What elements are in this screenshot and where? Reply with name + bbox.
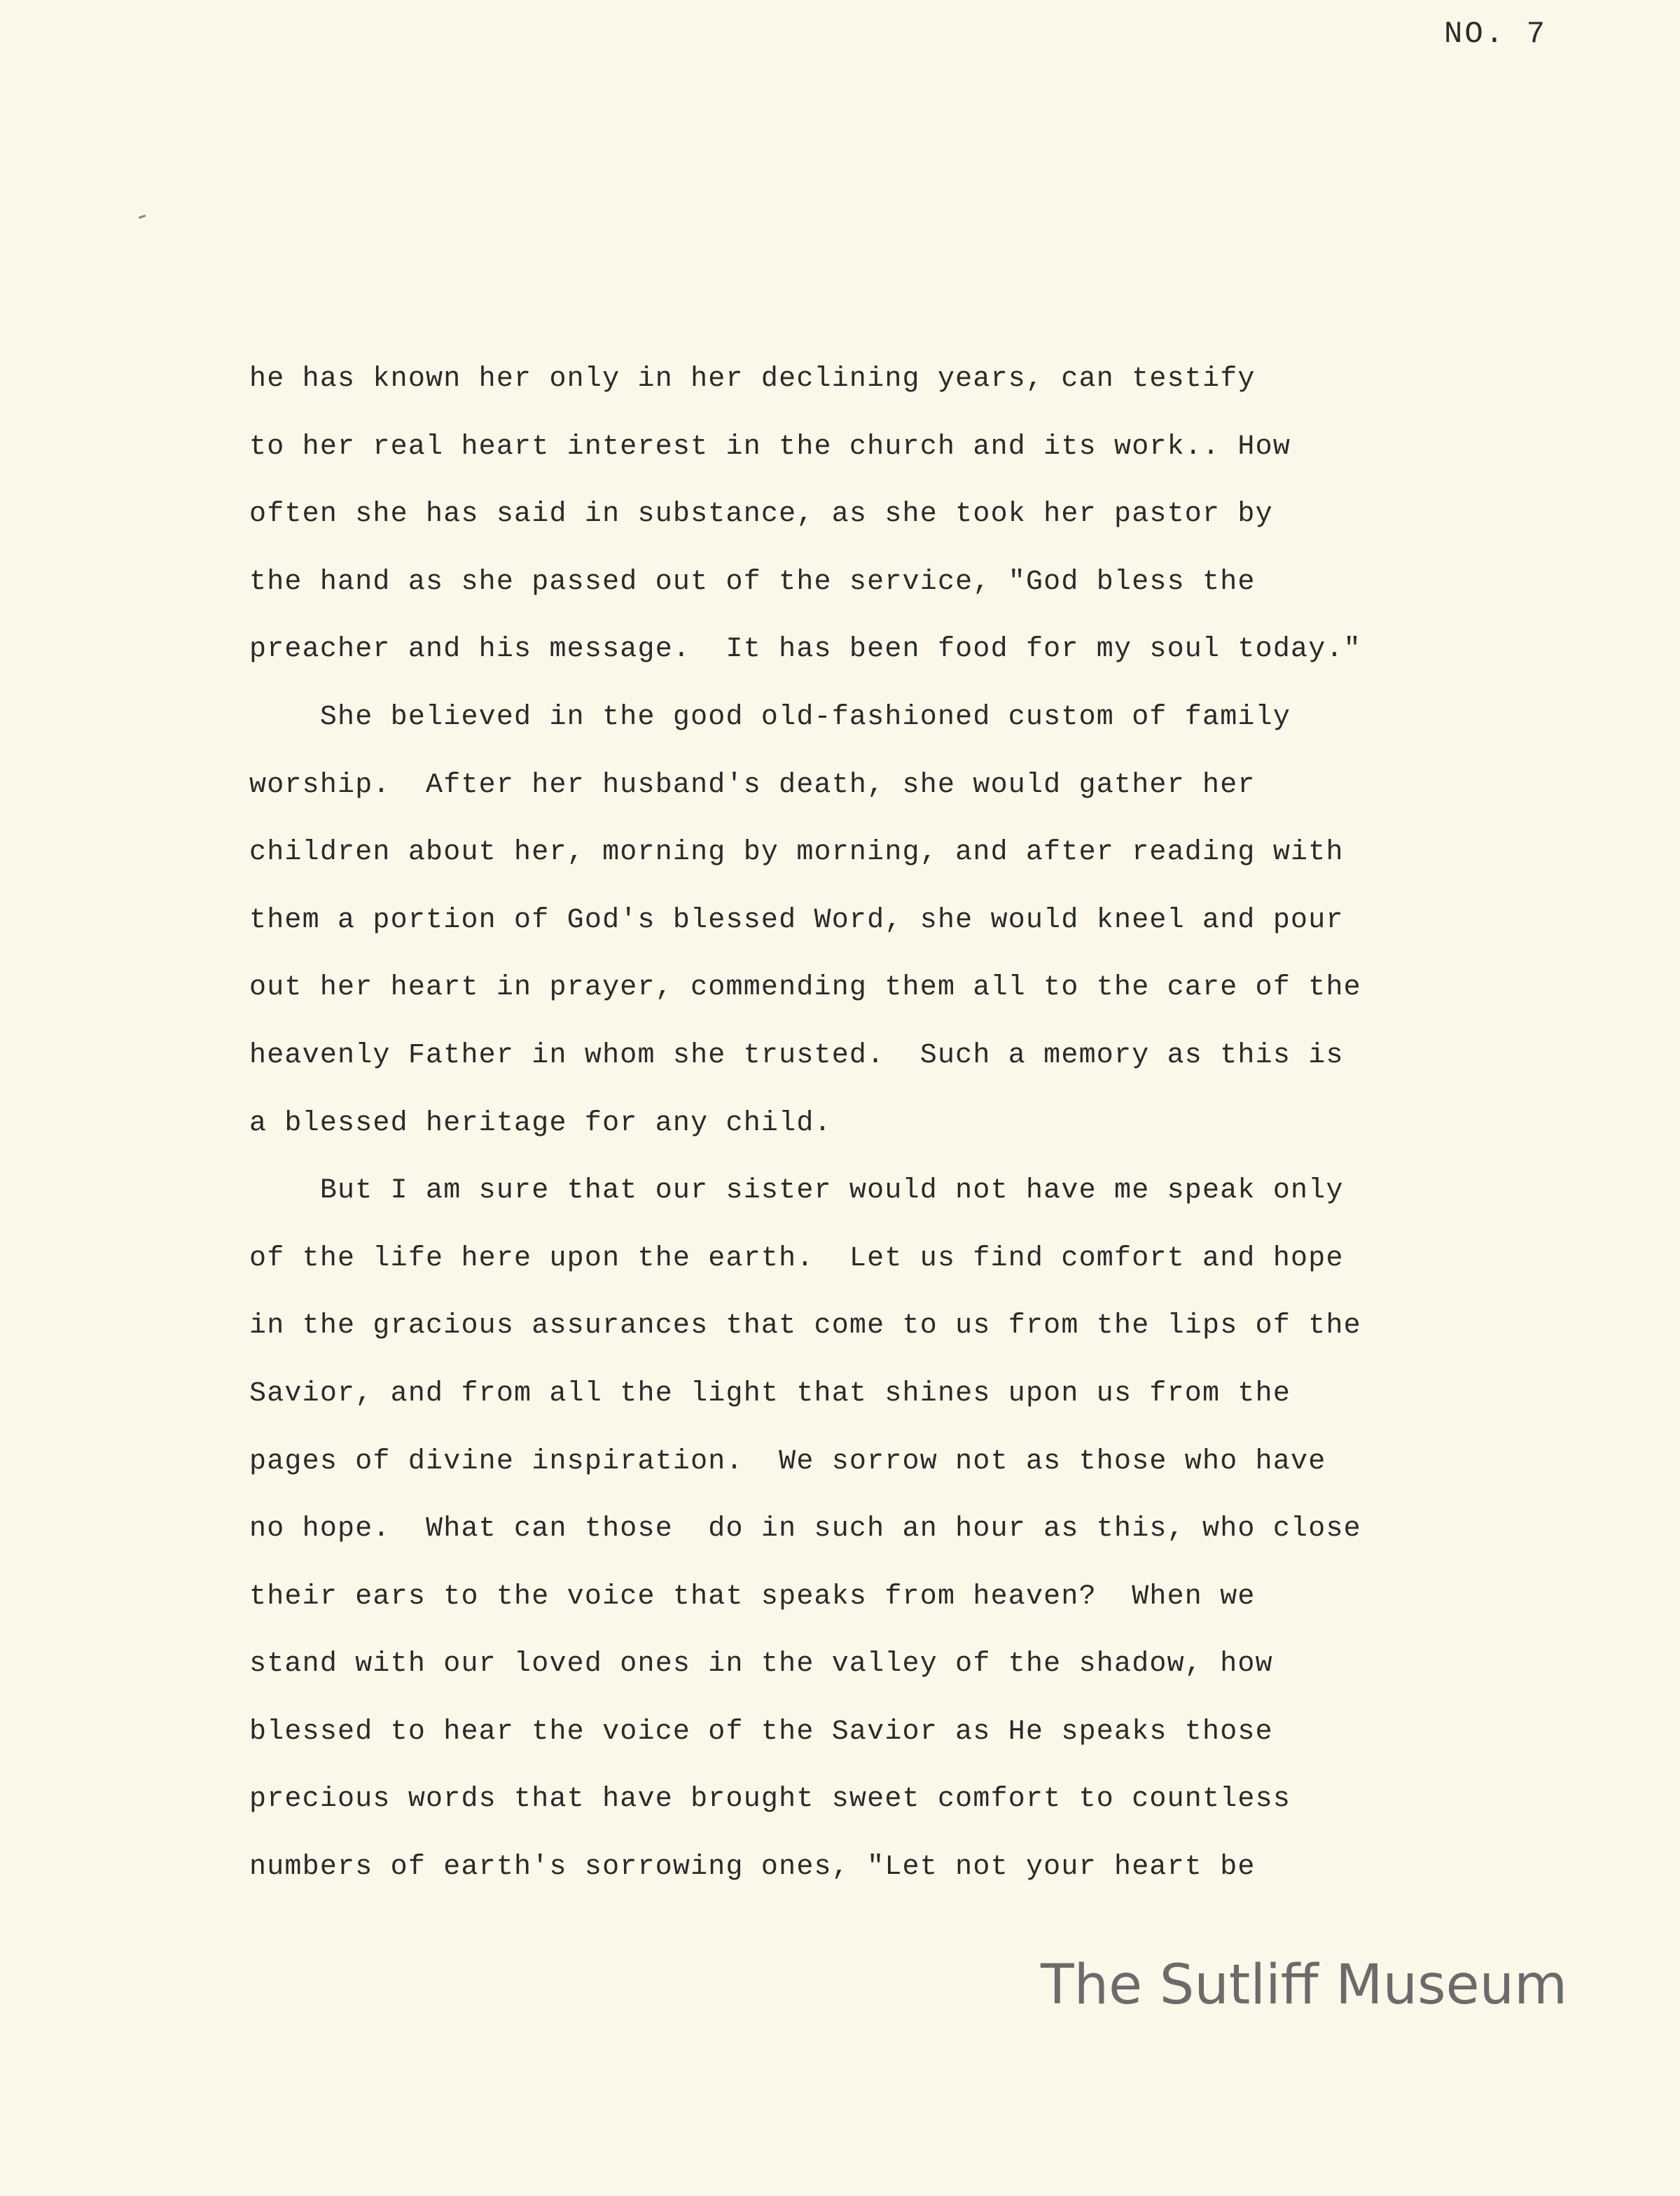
text-line: Savior, and from all the light that shines upon us from the <box>249 1377 1291 1410</box>
text-line: the hand as she passed out of the service, "God bless the <box>249 566 1256 598</box>
text-line: often she has said in substance, as she took her pastor by <box>249 499 1273 531</box>
page-number: NO. 7 <box>1444 17 1548 52</box>
text-line: stand with our loved ones in the valley of the shadow, how <box>249 1648 1273 1681</box>
text-line: But I am sure that our sister would not have me speak only <box>249 1175 1344 1207</box>
text-line: pages of divine inspiration. We sorrow not as those who have <box>249 1445 1326 1478</box>
text-line: to her real heart interest in the church and its work.. How <box>249 431 1291 463</box>
text-line: precious words that have brought sweet comfort to countless <box>249 1784 1291 1816</box>
stray-mark <box>139 214 146 218</box>
text-line: heavenly Father in whom she trusted. Such a memory as this is <box>249 1039 1344 1071</box>
text-line: he has known her only in her declining years, can testify <box>249 363 1256 395</box>
text-line: in the gracious assurances that come to us from the lips of the <box>249 1310 1361 1342</box>
text-line: numbers of earth's sorrowing ones, "Let not your heart be <box>249 1851 1256 1884</box>
text-line: of the life here upon the earth. Let us find comfort and hope <box>249 1242 1344 1274</box>
text-line: them a portion of God's blessed Word, she would kneel and pour <box>249 904 1344 936</box>
text-line: a blessed heritage for any child. <box>249 1107 832 1139</box>
text-line: She believed in the good old-fashioned custom of family <box>249 701 1291 733</box>
text-line: no hope. What can those do in such an hour as this, who close <box>249 1513 1361 1545</box>
text-line: their ears to the voice that speaks from heaven? When we <box>249 1580 1256 1613</box>
text-line: blessed to hear the voice of the Savior as He speaks those <box>249 1716 1273 1748</box>
body-text <box>249 354 1580 1910</box>
text-line: out her heart in prayer, commending them all to the care of the <box>249 972 1361 1004</box>
watermark: The Sutliff Museum <box>1041 1954 1568 2017</box>
text-line: children about her, morning by morning, and after reading with <box>249 837 1344 869</box>
text-line: worship. After her husband's death, she would gather her <box>249 769 1256 801</box>
text-line: preacher and his message. It has been food for my soul today." <box>249 634 1361 666</box>
